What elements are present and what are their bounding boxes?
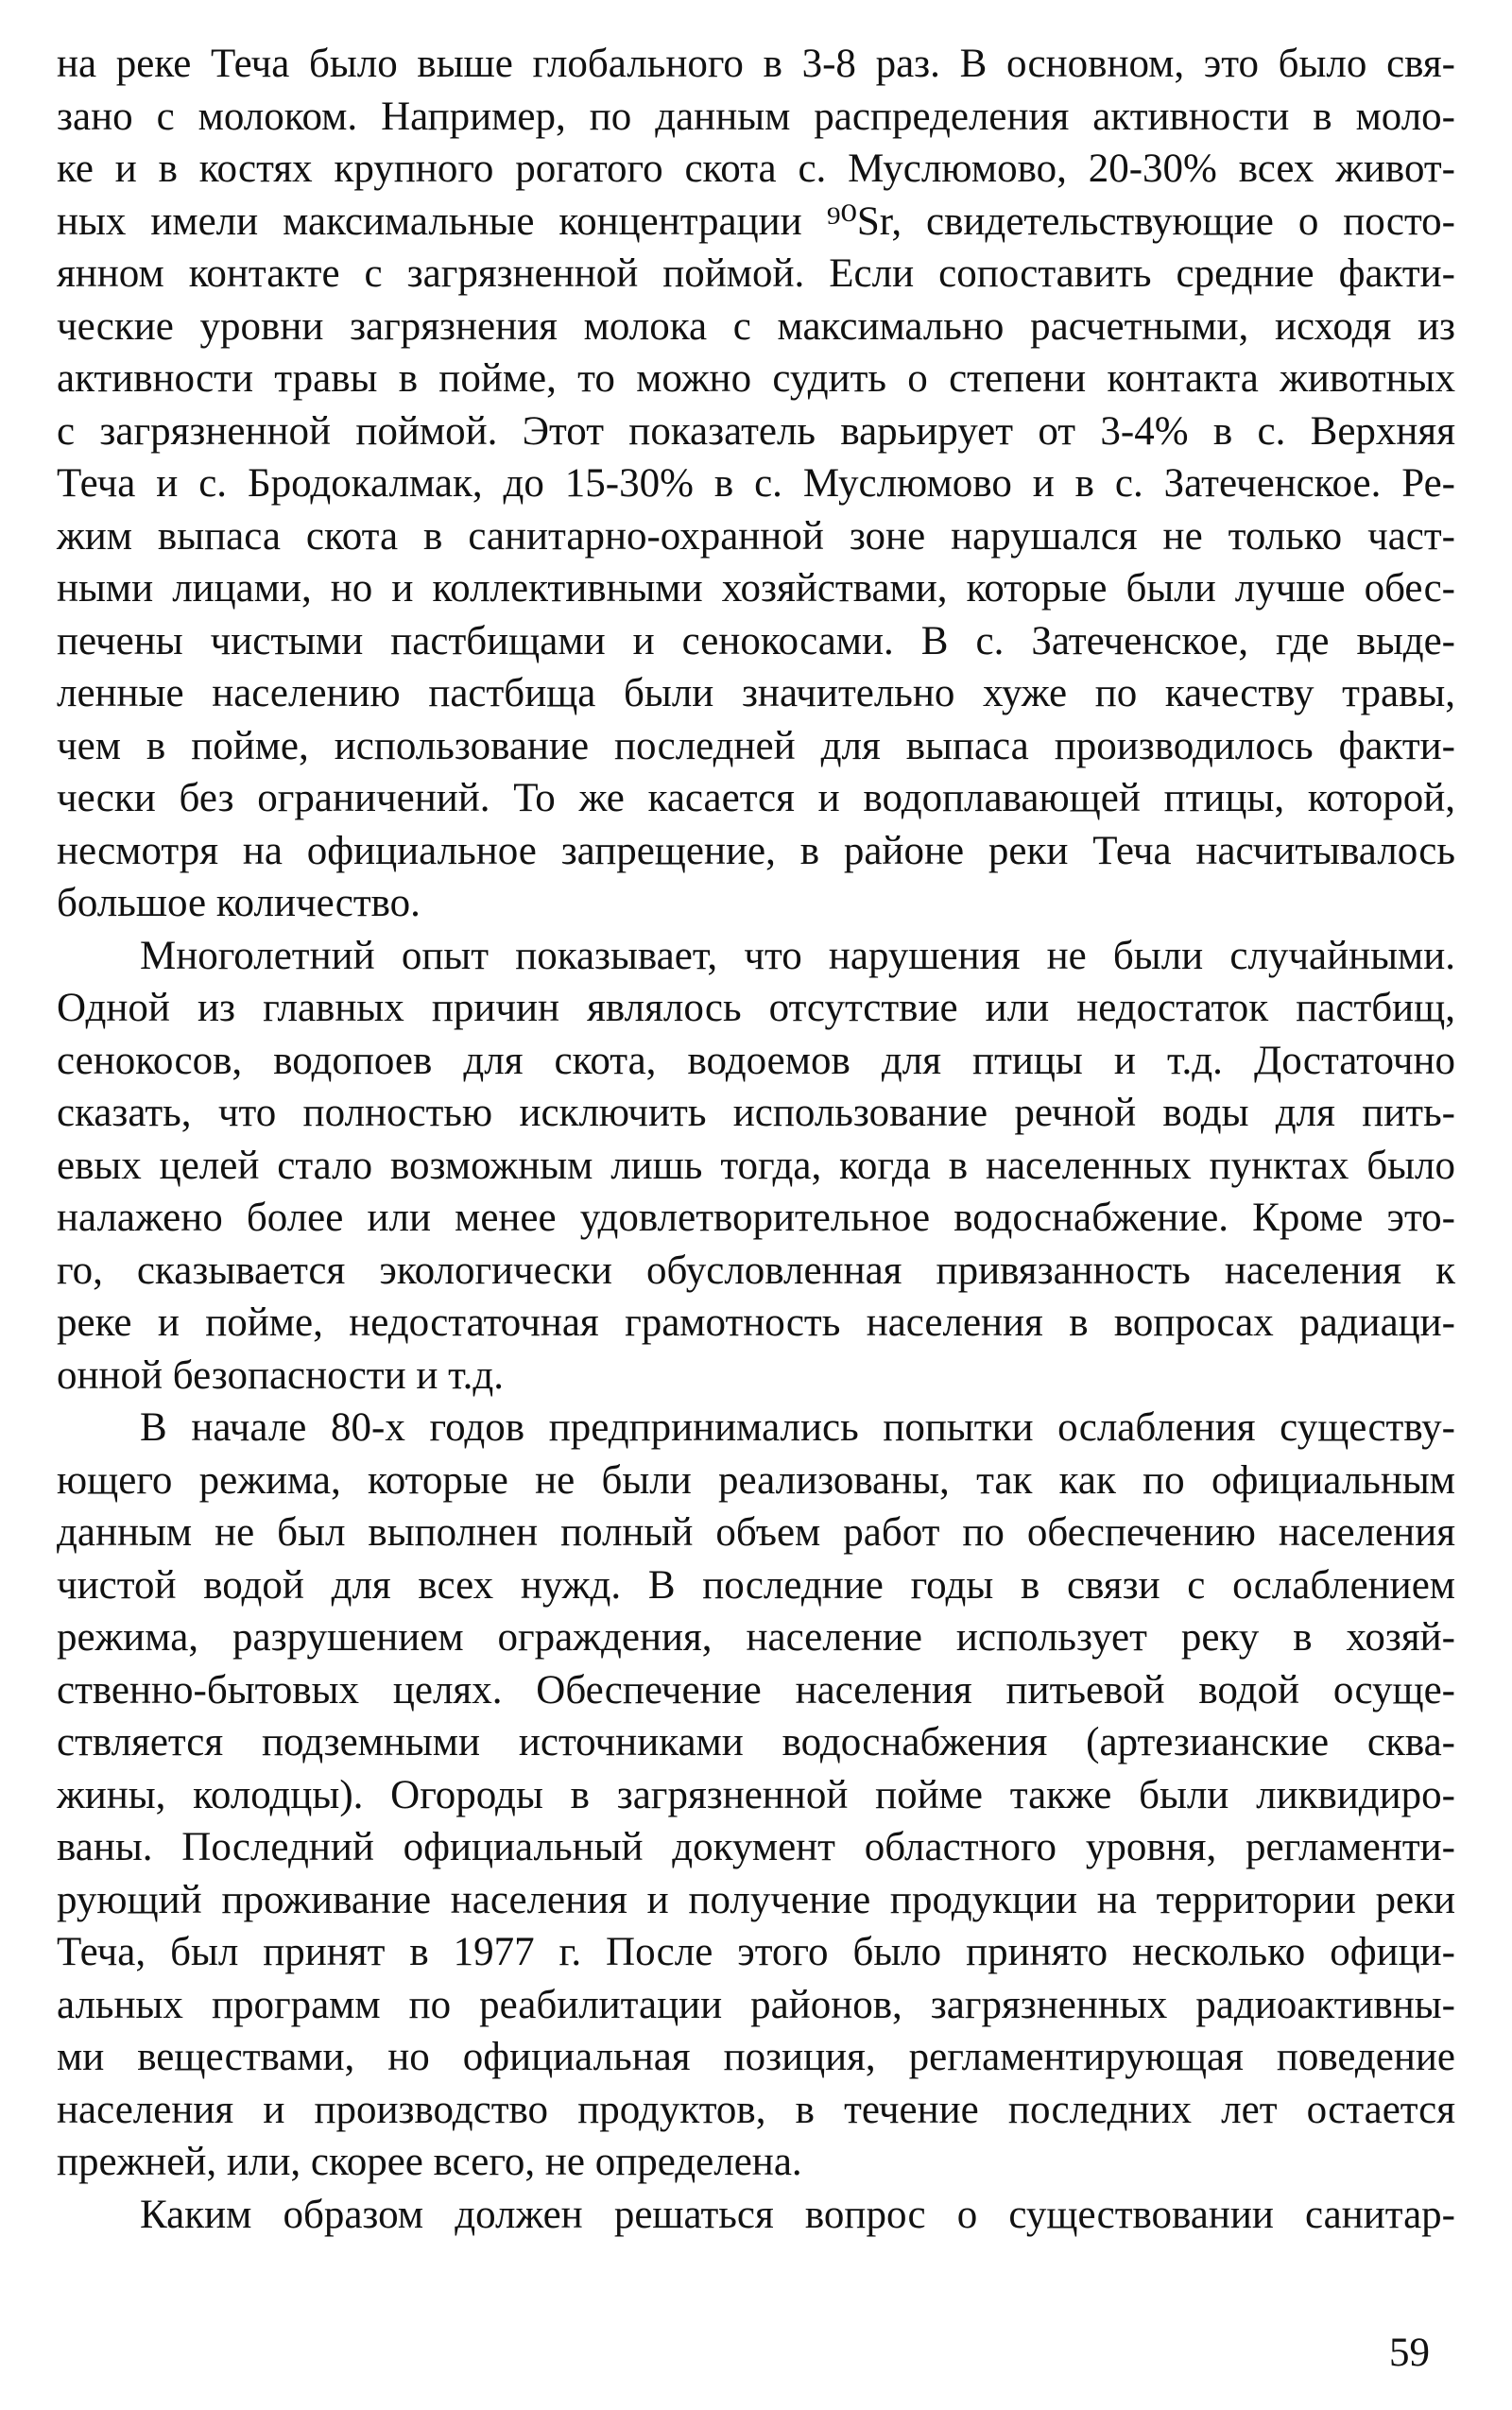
text-line: Каким образом должен решаться вопрос о существовании санитар- xyxy=(140,2192,1455,2237)
text-line: ваны. Последний официальный документ областного уровня, регламенти- xyxy=(57,1825,1455,1869)
text-line: режима, разрушением ограждения, население использует реку в хозяй- xyxy=(57,1615,1455,1660)
text-line: В начале 80-х годов предпринимались попытки ослабления существу- xyxy=(140,1405,1455,1450)
text-line: Многолетний опыт показывает, что нарушения не были случайными. xyxy=(140,933,1455,978)
text-line: большое количество. xyxy=(57,881,421,925)
text-line: чески без ограничений. То же касается и водоплавающей птицы, которой, xyxy=(57,776,1455,820)
text-line: альных программ по реабилитации районов, загрязненных радиоактивны- xyxy=(57,1982,1455,2027)
paragraph-3 xyxy=(57,1402,1455,2189)
text-line: чем в пойме, использование последней для выпаса производилось факти- xyxy=(57,723,1455,768)
paragraph-2 xyxy=(57,930,1455,1403)
text-line: янном контакте с загрязненной поймой. Если сопоставить средние факти- xyxy=(57,251,1455,296)
text-line: онной безопасности и т.д. xyxy=(57,1352,505,1398)
text-line: активности травы в пойме, то можно судить о степени контакта животных xyxy=(57,356,1455,401)
text-line: реке и пойме, недостаточная грамотность населения в вопросах радиаци- xyxy=(57,1300,1455,1345)
paragraph-1 xyxy=(57,38,1455,930)
text-line: сенокосов, водопоев для скота, водоемов для птицы и т.д. Достаточно xyxy=(57,1038,1455,1083)
text-line: Теча и с. Бродокалмак, до 15-30% в с. Муслюмово и в с. Затеченское. Ре- xyxy=(57,461,1455,506)
text-line: евых целей стало возможным лишь тогда, когда в населенных пунктах было xyxy=(57,1143,1455,1188)
text-line: Одной из главных причин являлось отсутствие или недостаток пастбищ, xyxy=(57,986,1455,1030)
text-line: Теча, был принят в 1977 г. После этого было принято несколько офици- xyxy=(57,1930,1455,1974)
text-line: ющего режима, которые не были реализованы, так как по официальным xyxy=(57,1457,1455,1503)
text-line: с загрязненной поймой. Этот показатель варьирует от 3-4% в с. Верхняя xyxy=(57,408,1455,454)
text-line: прежней, или, скорее всего, не определена. xyxy=(57,2140,802,2184)
paragraph-4 xyxy=(57,2189,1455,2242)
text-line: на реке Теча было выше глобального в 3-8 раз. В основном, это было свя- xyxy=(57,42,1455,86)
text-line: печены чистыми пастбищами и сенокосами. В с. Затеченское, где выде- xyxy=(57,618,1455,663)
page-number: 59 xyxy=(1389,2331,1430,2375)
text-line: населения и производство продуктов, в течение последних лет остается xyxy=(57,2087,1455,2132)
text-line: ленные населению пастбища были значительно хуже по качеству травы, xyxy=(57,671,1455,715)
body-text xyxy=(57,38,1455,2241)
text-line: ными лицами, но и коллективными хозяйствами, которые были лучше обес- xyxy=(57,566,1455,611)
text-line: сказать, что полностью исключить использование речной воды для пить- xyxy=(57,1091,1455,1135)
text-line: рующий проживание населения и получение продукции на территории реки xyxy=(57,1877,1455,1922)
text-line: данным не был выполнен полный объем работ по обеспечению населения xyxy=(57,1510,1455,1555)
text-line: ственно-бытовых целях. Обеспечение населения питьевой водой осуще- xyxy=(57,1667,1455,1713)
text-line: зано с молоком. Например, по данным распределения активности в моло- xyxy=(57,94,1455,139)
text-line: го, сказывается экологически обусловленная привязанность населения к xyxy=(57,1248,1455,1293)
text-line: жины, колодцы). Огороды в загрязненной пойме также были ликвидиро- xyxy=(57,1772,1455,1817)
text-line: жим выпаса скота в санитарно-охранной зоне нарушался не только част- xyxy=(57,513,1455,559)
text-line: ных имели максимальные концентрации ⁹⁰Sr, свидетельствующие о посто- xyxy=(57,198,1455,244)
text-line: ми веществами, но официальная позиция, регламентирующая поведение xyxy=(57,2035,1455,2079)
text-line: ке и в костях крупного рогатого скота с. Муслюмово, 20-30% всех живот- xyxy=(57,146,1455,191)
text-line: налажено более или менее удовлетворительное водоснабжение. Кроме это- xyxy=(57,1196,1455,1240)
text-line: несмотря на официальное запрещение, в районе реки Теча насчитывалось xyxy=(57,828,1455,873)
text-line: ствляется подземными источниками водоснабжения (артезианские сква- xyxy=(57,1720,1455,1764)
text-line: ческие уровни загрязнения молока с максимально расчетными, исходя из xyxy=(57,303,1455,349)
text-line: чистой водой для всех нужд. В последние годы в связи с ослаблением xyxy=(57,1562,1455,1608)
